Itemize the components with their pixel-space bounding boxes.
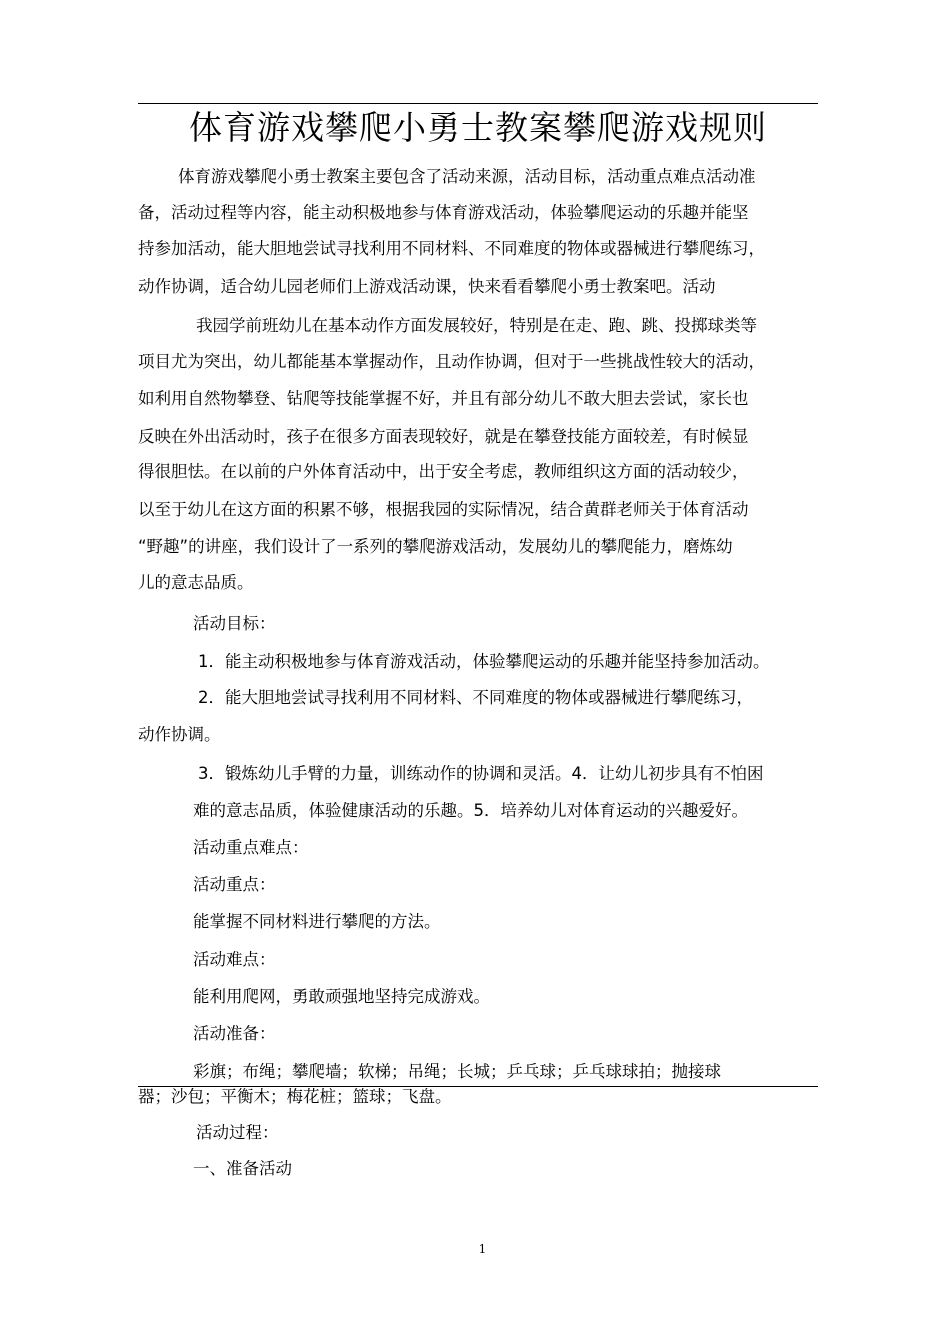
background-line-3: 如利用自然物攀登、钻爬等技能掌握不好，并且有部分幼儿不敢大胆去尝试，家长也 [138,389,749,408]
page-title: 体育游戏攀爬小勇士教案攀爬游戏规则 [189,108,767,147]
goal-line-1: 1．能主动积极地参与体育游戏活动，体验攀爬运动的乐趣并能坚持参加活动。 [198,652,770,671]
background-line-2: 项目尤为突出，幼儿都能基本掌握动作，且动作协调，但对于一些挑战性较大的活动， [138,352,765,371]
intro-line-3: 持参加活动，能大胆地尝试寻找利用不同材料、不同难度的物体或器械进行攀爬练习， [138,239,765,258]
goal-line-3: 动作协调。 [138,725,221,744]
background-line-1: 我园学前班幼儿在基本动作方面发展较好，特别是在走、跑、跳、投掷球类等 [196,316,757,335]
background-line-5: 得很胆怯。在以前的户外体育活动中，出于安全考虑，教师组织这方面的活动较少， [138,462,749,481]
intro-line-1: 体育游戏攀爬小勇士教案主要包含了活动来源，活动目标，活动重点难点活动准 [178,167,756,186]
intro-line-4: 动作协调，适合幼儿园老师们上游戏活动课，快来看看攀爬小勇士教案吧。活动 [138,277,716,296]
prep-line-2: 器；沙包；平衡木；梅花桩；篮球；飞盘。 [138,1087,452,1106]
process-heading: 活动过程： [196,1123,279,1142]
goal-line-2: 2．能大胆地尝试寻找利用不同材料、不同难度的物体或器械进行攀爬练习， [198,688,753,707]
background-line-4: 反映在外出活动时，孩子在很多方面表现较好，就是在攀登技能方面较差，有时候显 [138,427,749,446]
goal-line-4: 3．锻炼幼儿手臂的力量，训练动作的协调和灵活。4．让幼儿初步具有不怕困 [198,764,764,783]
difficulty-text: 能利用爬网，勇敢顽强地坚持完成游戏。 [193,987,490,1006]
key-point-heading: 活动重点： [193,875,276,894]
page-number: 1 [478,1242,487,1256]
key-points-heading: 活动重点难点： [193,838,309,857]
background-line-6: 以至于幼儿在这方面的积累不够，根据我园的实际情况，结合黄群老师关于体育活动 [138,500,749,519]
prep-line-1: 彩旗；布绳；攀爬墙；软梯；吊绳；长城；乒乓球；乒乓球球拍；抛接球 [193,1062,721,1081]
goals-heading: 活动目标： [193,614,276,633]
process-step-1: 一、准备活动 [193,1159,292,1178]
difficulty-heading: 活动难点： [193,950,276,969]
prep-heading: 活动准备： [193,1024,276,1043]
intro-line-2: 备，活动过程等内容，能主动积极地参与体育游戏活动，体验攀爬运动的乐趣并能坚 [138,203,749,222]
key-point-text: 能掌握不同材料进行攀爬的方法。 [193,912,441,931]
goal-line-5: 难的意志品质，体验健康活动的乐趣。5．培养幼儿对体育运动的兴趣爱好。 [193,801,748,820]
background-line-8: 儿的意志品质。 [138,573,254,592]
background-line-7: “野趣”的讲座，我们设计了一系列的攀爬游戏活动，发展幼儿的攀爬能力，磨炼幼 [138,537,733,556]
